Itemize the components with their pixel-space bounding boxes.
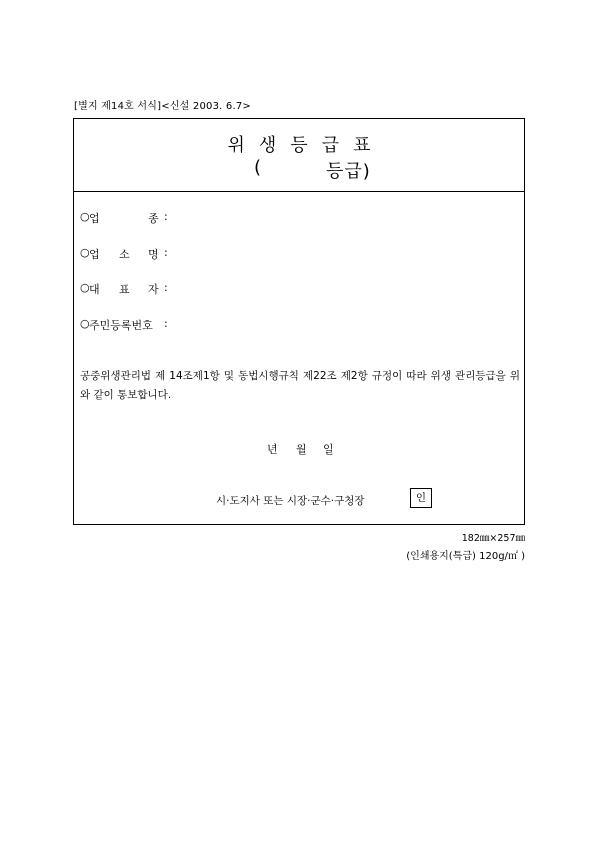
date-year: 년 (267, 443, 278, 456)
field-business-type: ○ 업 종 : (80, 210, 168, 225)
grade-paren-open: ( (254, 157, 262, 178)
form-box (73, 118, 525, 525)
bullet-circle-icon: ○ (80, 317, 90, 330)
form-header-note: [별지 제14호 서식]<신설 2003. 6.7> (74, 101, 252, 112)
date-month: 월 (296, 443, 307, 456)
bullet-circle-icon: ○ (80, 246, 90, 259)
grade-word: 등급) (326, 161, 371, 182)
paper-size-note: 182㎜×257㎜ (461, 533, 525, 544)
bullet-circle-icon: ○ (80, 281, 90, 294)
field-colon: : (164, 210, 168, 223)
field-business-name: ○ 업 소 명 : (80, 246, 168, 261)
paper-type-note: (인쇄용지(특급) 120g/㎡ ) (406, 551, 525, 562)
seal-box: 인 (410, 488, 432, 508)
field-colon: : (164, 281, 168, 294)
date-day: 일 (323, 443, 334, 456)
form-title: 위생등급표 (227, 135, 385, 156)
bullet-circle-icon: ○ (80, 210, 90, 223)
field-colon: : (164, 246, 168, 259)
field-label: 주민등록번호 (89, 319, 153, 332)
signer-title: 시·도지사 또는 시장·군수·구청장 (216, 495, 365, 507)
notice-statement: 공중위생관리법 제 14조제1항 및 동법시행규칙 제22조 제2항 규정이 따라 위생 관리등급을 위와 같이 통보합니다. (80, 370, 520, 401)
field-colon: : (164, 317, 168, 330)
field-representative: ○ 대 표 자 : (80, 281, 168, 296)
title-area (74, 119, 524, 192)
field-resident-number (80, 317, 200, 331)
